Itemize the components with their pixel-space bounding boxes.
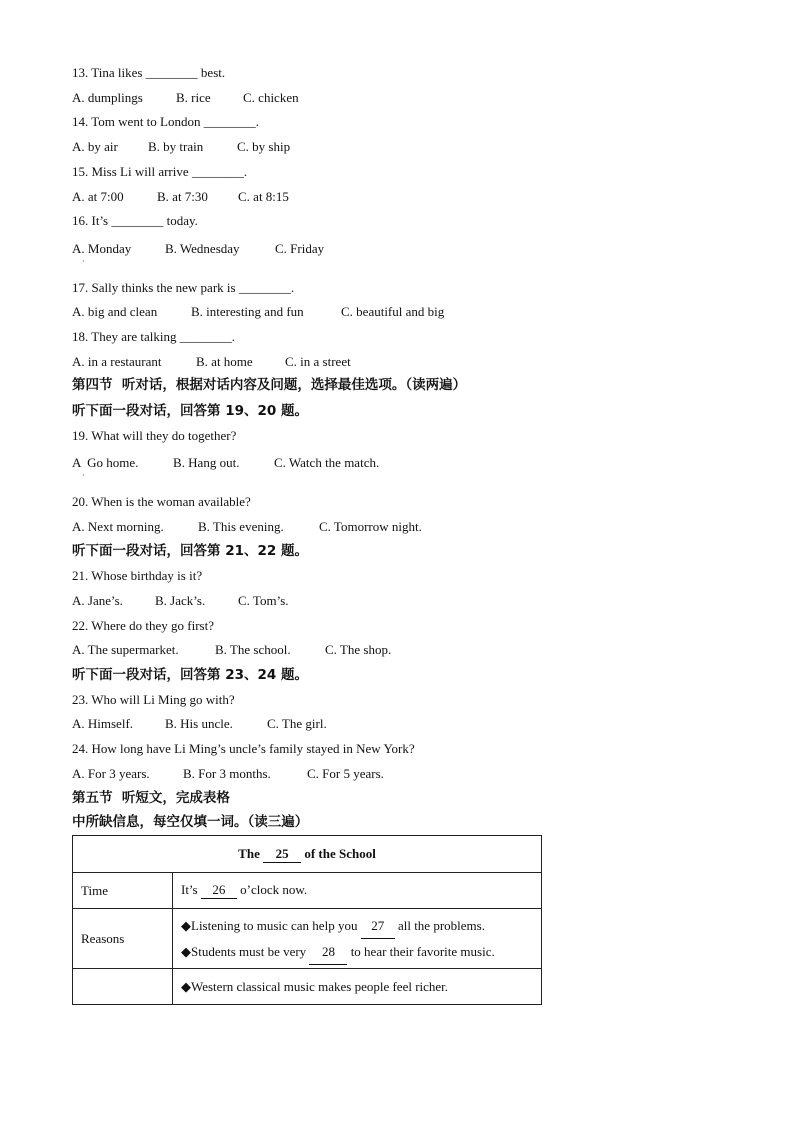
stray-dot-mark: ·	[82, 257, 85, 266]
question-17-stem: 17. Sally thinks the new park is ________.	[72, 280, 295, 295]
section-4-heading: 第四节 听对话，根据对话内容及问题，选择最佳选项。（读两遍）	[72, 377, 467, 393]
question-24-stem: 24. How long have Li Ming’s uncle’s family stayed in New York?	[72, 741, 415, 756]
q23-option-b: B. His uncle.	[165, 716, 233, 731]
q16-option-b: B. Wednesday	[165, 241, 240, 256]
question-15-stem: 15. Miss Li will arrive ________.	[72, 164, 248, 179]
dialog-23-24-heading: 听下面一段对话，回答第 23、24 题。	[72, 667, 308, 683]
time-suffix: o’clock now.	[236, 882, 308, 897]
q18-option-b: B. at home	[196, 354, 253, 369]
q21-option-a: A. Jane’s.	[72, 593, 123, 608]
blank-27: 27	[361, 913, 395, 939]
reasons-content-cell	[173, 909, 542, 969]
q13-option-c: C. chicken	[243, 90, 299, 105]
q21-option-b: B. Jack’s.	[155, 593, 206, 608]
section-5-heading-line1: 第五节 听短文，完成表格	[72, 790, 230, 806]
question-20-stem: 20. When is the woman available?	[72, 494, 251, 509]
q16-option-c: C. Friday	[275, 241, 325, 256]
question-14-stem: 14. Tom went to London ________.	[72, 114, 259, 129]
section-5-heading-line2: 中所缺信息，每空仅填一词。（读三遍）	[72, 814, 309, 830]
q14-option-a: A. by air	[72, 139, 118, 154]
table-caption	[73, 836, 542, 873]
q21-option-c: C. Tom’s.	[238, 593, 289, 608]
reason-2-prefix: ◆Students must be very	[181, 943, 310, 959]
q16-option-a: A. Monday	[72, 241, 132, 256]
q24-option-c: C. For 5 years.	[307, 766, 384, 781]
blank-28: 28	[309, 939, 347, 965]
reasons-label-cell: Reasons	[73, 909, 173, 969]
q13-option-b: B. rice	[176, 90, 211, 105]
question-19-stem: 19. What will they do together?	[72, 428, 237, 443]
time-label-cell: Time	[73, 873, 173, 909]
question-21-stem: 21. Whose birthday is it?	[72, 568, 203, 583]
q20-option-b: B. This evening.	[198, 519, 284, 534]
q18-option-a: A. in a restaurant	[72, 354, 162, 369]
question-13-stem: 13. Tina likes ________ best.	[72, 65, 226, 80]
time-content-cell	[173, 873, 542, 909]
q13-option-a: A. dumplings	[72, 90, 143, 105]
q23-option-c: C. The girl.	[267, 716, 327, 731]
q22-option-a: A. The supermarket.	[72, 642, 179, 657]
question-16-stem: 16. It’s ________ today.	[72, 213, 198, 228]
reason-2	[181, 939, 533, 965]
q22-option-c: C. The shop.	[325, 642, 392, 657]
q15-option-a: A. at 7:00	[72, 189, 124, 204]
blank-25: 25	[263, 846, 301, 863]
q22-option-b: B. The school.	[215, 642, 291, 657]
caption-suffix: of the School	[301, 845, 376, 861]
q17-option-a: A. big and clean	[72, 304, 158, 319]
q20-option-c: C. Tomorrow night.	[319, 519, 422, 534]
question-18-stem: 18. They are talking ________.	[72, 329, 235, 344]
q15-option-b: B. at 7:30	[157, 189, 208, 204]
q24-option-a: A. For 3 years.	[72, 766, 150, 781]
reason-3: ◆Western classical music makes people feel richer.	[173, 969, 542, 1005]
q14-option-c: C. by ship	[237, 139, 291, 154]
q18-option-c: C. in a street	[285, 354, 351, 369]
question-22-stem: 22. Where do they go first?	[72, 618, 214, 633]
reason-1	[181, 913, 533, 939]
question-23-stem: 23. Who will Li Ming go with?	[72, 692, 235, 707]
q20-option-a: A. Next morning.	[72, 519, 164, 534]
q23-option-a: A. Himself.	[72, 716, 134, 731]
reason-1-prefix: ◆Listening to music can help you	[181, 917, 361, 933]
blank-26: 26	[201, 882, 237, 899]
reason-2-suffix: to hear their favorite music.	[347, 943, 495, 959]
q19-option-a: A Go home.	[72, 455, 139, 470]
caption-prefix: The	[238, 845, 264, 861]
q24-option-b: B. For 3 months.	[183, 766, 271, 781]
q14-option-b: B. by train	[148, 139, 204, 154]
dialog-19-20-heading: 听下面一段对话，回答第 19、20 题。	[72, 403, 308, 419]
reason-1-suffix: all the problems.	[394, 917, 485, 933]
fill-in-table	[72, 835, 542, 1005]
q15-option-c: C. at 8:15	[238, 189, 289, 204]
q17-option-c: C. beautiful and big	[341, 304, 445, 319]
time-prefix: It’s	[181, 882, 201, 897]
q19-option-b: B. Hang out.	[173, 455, 240, 470]
empty-label-cell	[73, 969, 173, 1005]
dialog-21-22-heading: 听下面一段对话，回答第 21、22 题。	[72, 543, 308, 559]
stray-dot-mark: ·	[82, 471, 85, 480]
q19-option-c: C. Watch the match.	[274, 455, 380, 470]
q17-option-b: B. interesting and fun	[191, 304, 304, 319]
